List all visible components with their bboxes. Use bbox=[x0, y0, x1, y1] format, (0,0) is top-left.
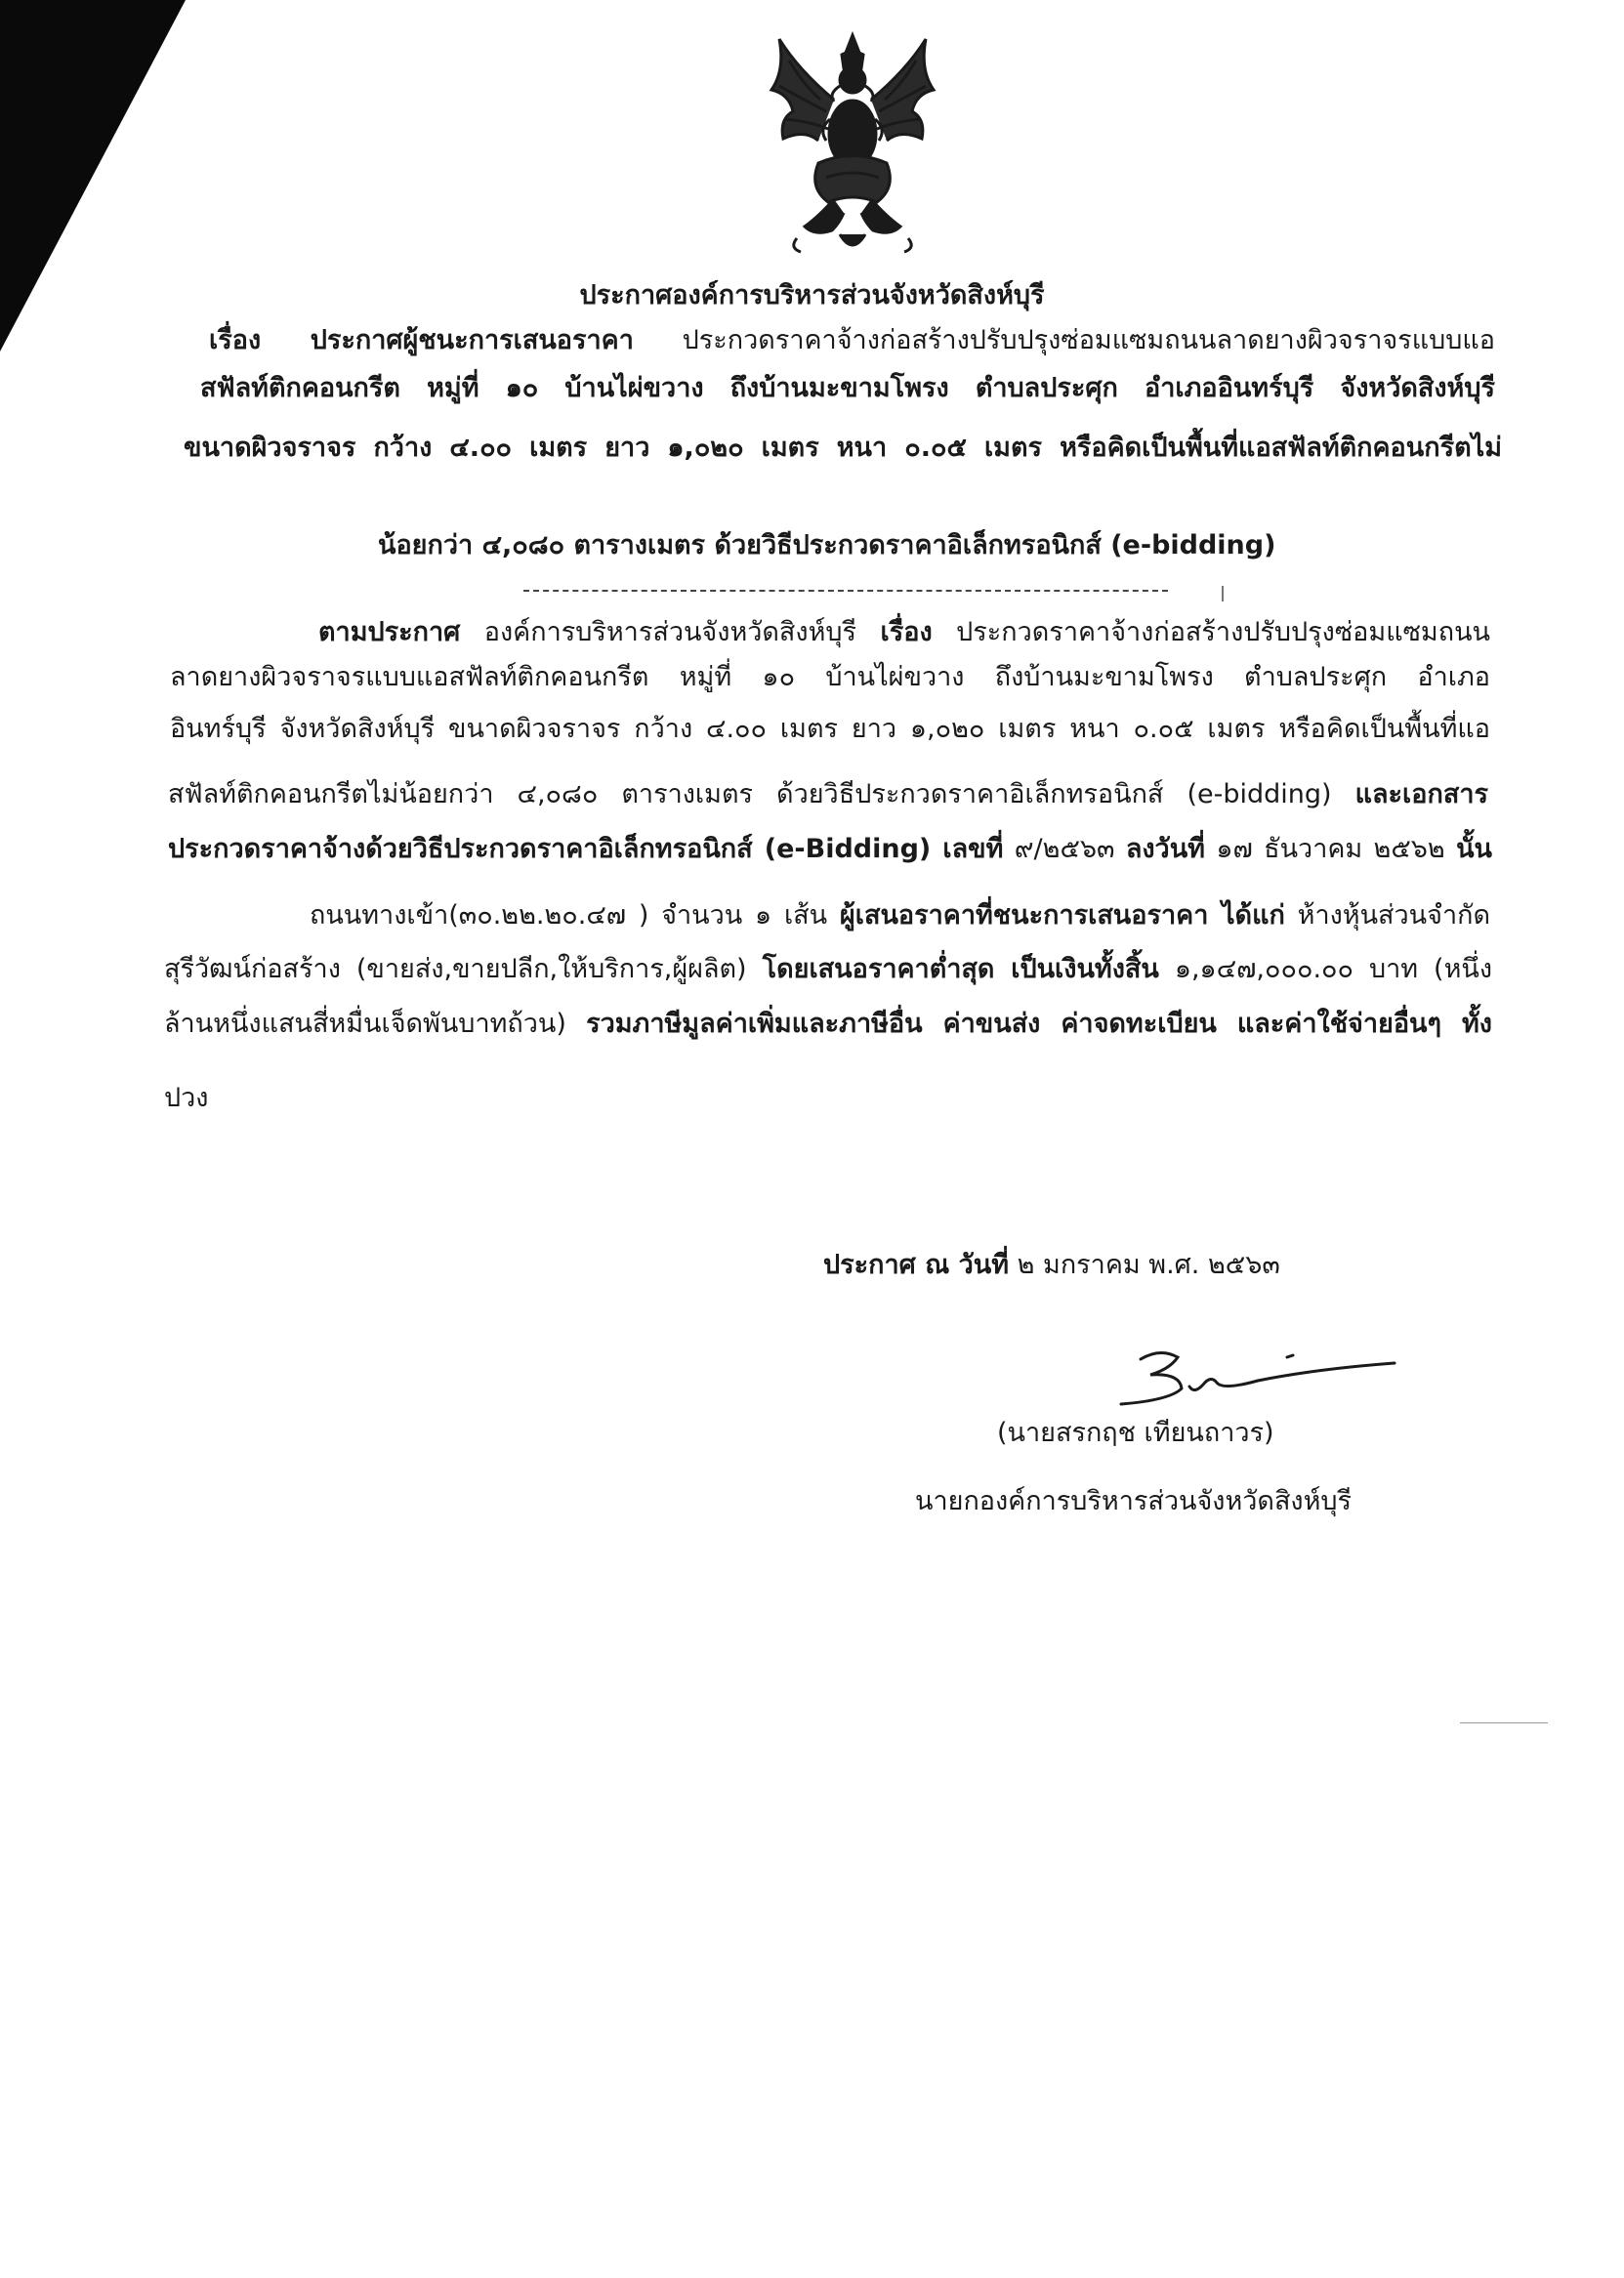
p1-date: ๑๗ ธันวาคม ๒๕๖๒ bbox=[1216, 834, 1445, 864]
p1-lead: ตามประกาศ bbox=[318, 617, 461, 647]
p2-road: ถนนทางเข้า(๓๐.๒๒.๒๐.๔๗ ) จำนวน ๑ เส้น bbox=[310, 900, 828, 931]
announce-date-label: ประกาศ ณ วันที่ bbox=[823, 1250, 1010, 1280]
scan-mark-2 bbox=[1460, 1722, 1548, 1723]
p2-tax-note: รวมภาษีมูลค่าเพิ่มและภาษีอื่น ค่าขนส่ง ค่าจดทะเบียน และค่าใช้จ่ายอื่นๆ ทั้ง bbox=[586, 1009, 1492, 1039]
announce-date-value: ๒ มกราคม พ.ศ. ๒๕๖๓ bbox=[1017, 1250, 1280, 1280]
p1-project: ประกวดราคาจ้างก่อสร้างปรับปรุงซ่อมแซมถนน bbox=[956, 617, 1490, 647]
scan-mark bbox=[1222, 586, 1224, 601]
p1-org: องค์การบริหารส่วนจังหวัดสิงห์บุรี bbox=[483, 617, 857, 647]
paragraph-2-line-3 bbox=[164, 1007, 1492, 1042]
p1-line4-text: สฟัลท์ติกคอนกรีตไม่น้อยกว่า ๔,๐๘๐ ตารางเมตร ด้วยวิธีประกวดราคาอิเล็กทรอนิกส์ (e-bidding) bbox=[168, 779, 1332, 809]
garuda-emblem-icon bbox=[750, 31, 955, 261]
announce-date bbox=[823, 1248, 1280, 1283]
paragraph-1-line-1 bbox=[318, 615, 1490, 650]
p2-price-words: ล้านหนึ่งแสนสี่หมื่นเจ็ดพันบาทถ้วน) bbox=[164, 1009, 566, 1039]
p1-subject-word: เรื่อง bbox=[880, 617, 933, 647]
p1-doc-number: ๙/๒๕๖๓ bbox=[1014, 834, 1115, 864]
subject-line-1 bbox=[209, 323, 1495, 358]
paragraph-2-line-2 bbox=[164, 952, 1492, 987]
paragraph-1-line-2: ลาดยางผิวจราจรแบบแอสฟัลท์ติกคอนกรีต หมู่ที่ ๑๐ บ้านไผ่ขวาง ถึงบ้านมะขามโพรง ตำบลประศุก อำเภอ bbox=[170, 662, 1490, 692]
p1-end-word: นั้น bbox=[1456, 834, 1492, 864]
subject-line-3: ขนาดผิวจราจร กว้าง ๔.๐๐ เมตร ยาว ๑,๐๒๐ เมตร หนา ๐.๐๕ เมตร หรือคิดเป็นพื้นที่แอสฟัลท์ติกคอนกรีตไม่ bbox=[184, 433, 1502, 463]
paragraph-2-line-4: ปวง bbox=[164, 1083, 209, 1113]
signer-name: (นายสรกฤช เทียนถาวร) bbox=[997, 1418, 1274, 1448]
paragraph-1-line-4 bbox=[168, 777, 1488, 812]
p2-price: ๑,๑๔๗,๐๐๐.๐๐ บาท (หนึ่ง bbox=[1174, 954, 1493, 984]
p1-line4-bold: และเอกสาร bbox=[1354, 779, 1488, 809]
p2-company-type: ห้างหุ้นส่วนจำกัด bbox=[1297, 900, 1490, 931]
paragraph-1-line-5 bbox=[168, 832, 1492, 867]
p2-winner-label: ผู้เสนอราคาที่ชนะการเสนอราคา ได้แก่ bbox=[839, 900, 1285, 931]
subject-line-2: สฟัลท์ติกคอนกรีต หมู่ที่ ๑๐ บ้านไผ่ขวาง ถึงบ้านมะขามโพรง ตำบลประศุก อำเภออินทร์บุรี จังหวัดสิงห์บุรี bbox=[200, 373, 1495, 403]
signer-title: นายกองค์การบริหารส่วนจังหวัดสิงห์บุรี bbox=[915, 1486, 1353, 1516]
document-title: ประกาศองค์การบริหารส่วนจังหวัดสิงห์บุรี bbox=[579, 280, 1045, 311]
p2-price-label: โดยเสนอราคาต่ำสุด เป็นเงินทั้งสิ้น bbox=[762, 954, 1159, 984]
p1-date-label: ลงวันที่ bbox=[1125, 834, 1205, 864]
p1-doc-number-label: ประกวดราคาจ้างด้วยวิธีประกวดราคาอิเล็กทรอนิกส์ (e-Bidding) เลขที่ bbox=[168, 834, 1004, 864]
subject-text-1: ประกวดราคาจ้างก่อสร้างปรับปรุงซ่อมแซมถนนลาดยางผิวจราจรแบบแอ bbox=[682, 325, 1495, 355]
subject-label: เรื่อง ประกาศผู้ชนะการเสนอราคา bbox=[209, 325, 634, 355]
paragraph-2-line-1 bbox=[310, 898, 1490, 933]
p2-company-name: สุรีวัฒน์ก่อสร้าง (ขายส่ง,ขายปลีก,ให้บริการ,ผู้ผลิต) bbox=[164, 954, 747, 984]
paragraph-1-line-3: อินทร์บุรี จังหวัดสิงห์บุรี ขนาดผิวจราจร กว้าง ๔.๐๐ เมตร ยาว ๑,๐๒๐ เมตร หนา ๐.๐๕ เมตร หรือคิดเป็นพื้นที่แอ bbox=[170, 714, 1490, 744]
subject-line-4: น้อยกว่า ๔,๐๘๐ ตารางเมตร ด้วยวิธีประกวดราคาอิเล็กทรอนิกส์ (e-bidding) bbox=[378, 530, 1276, 560]
separator-line bbox=[523, 590, 1168, 592]
